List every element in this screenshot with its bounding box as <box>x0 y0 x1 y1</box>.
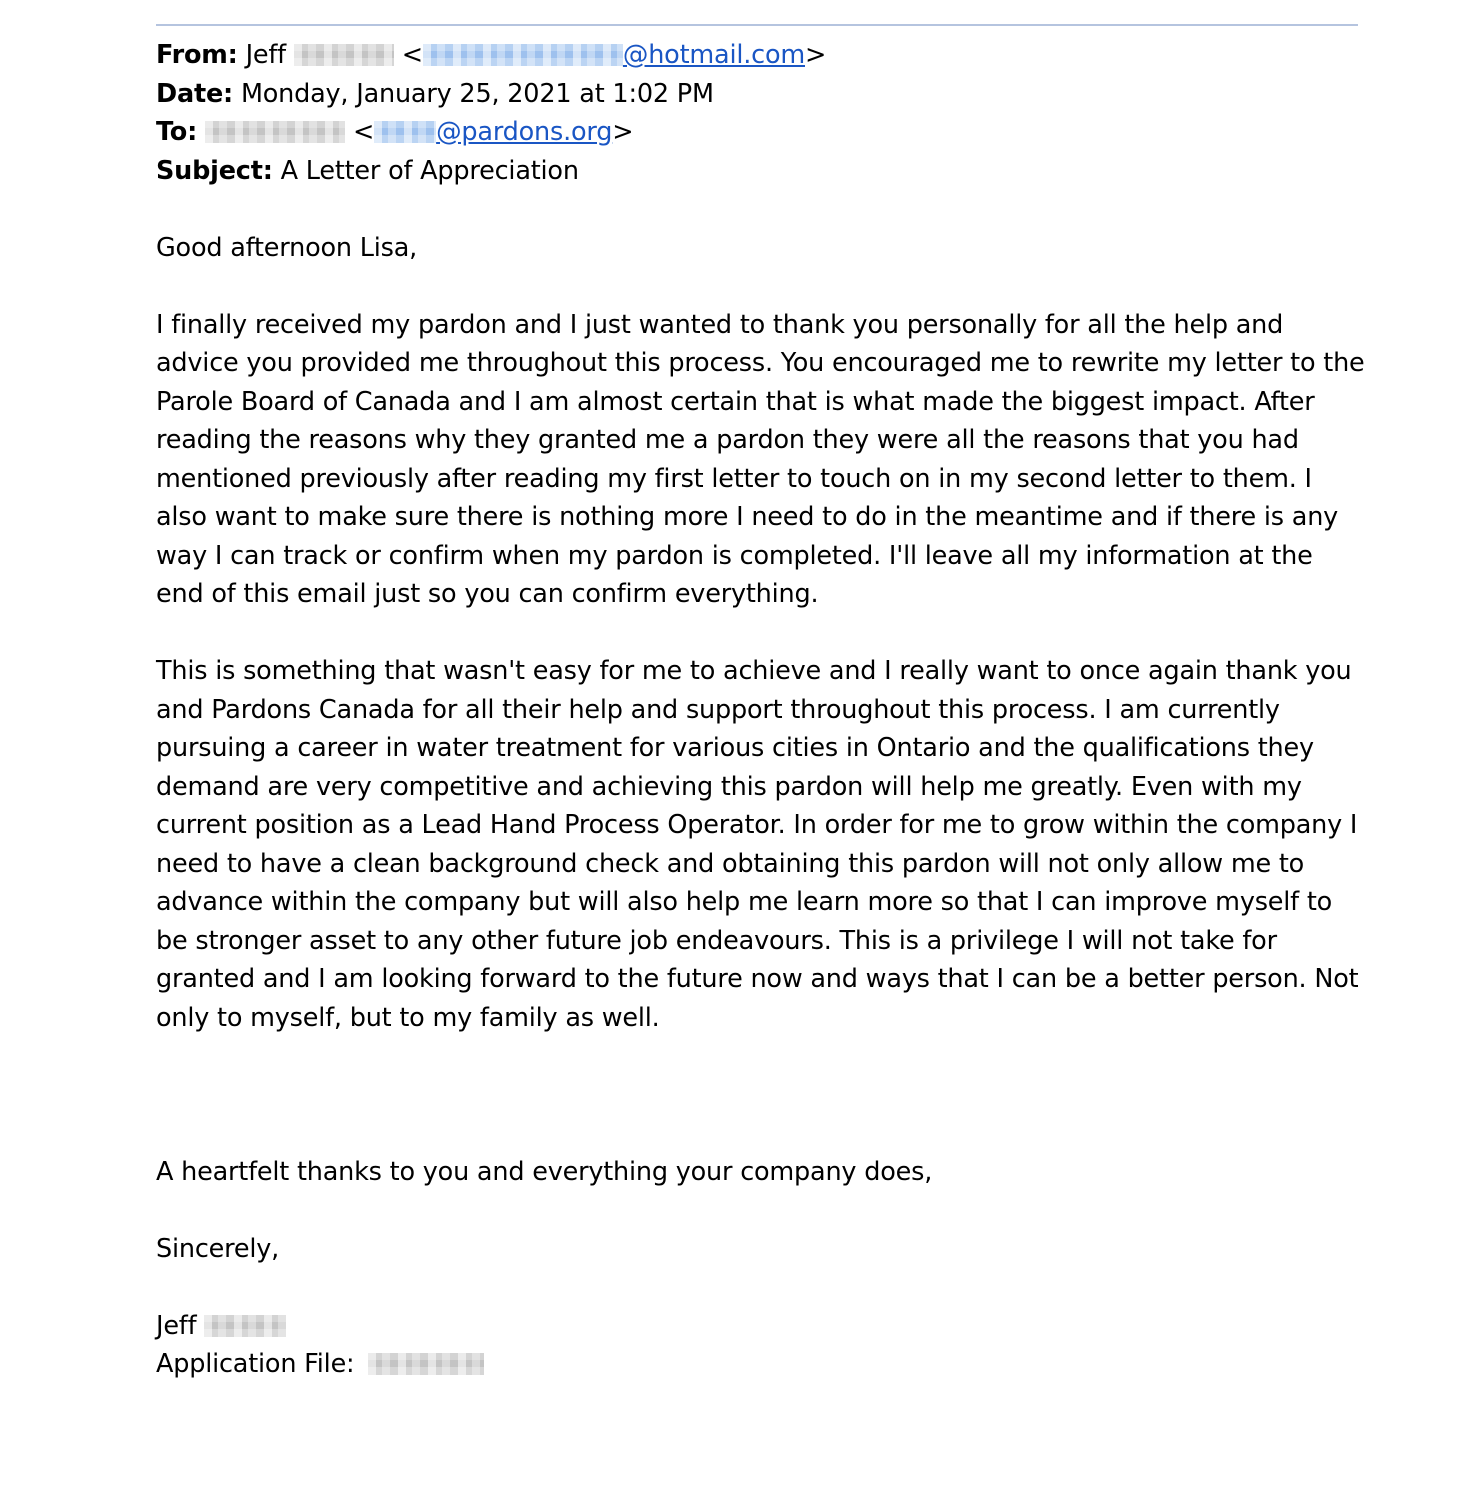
header-divider <box>156 24 1358 26</box>
subject-label: Subject: <box>156 155 273 186</box>
sender-name: Jeff <box>245 40 286 70</box>
to-bracket-open: < <box>352 117 375 147</box>
greeting: Good afternoon Lisa, <box>156 232 418 263</box>
redacted-recipient-email-user <box>374 121 436 143</box>
spacer <box>156 1191 1366 1230</box>
thanks-line: A heartfelt thanks to you and everything your company does, <box>156 1156 933 1187</box>
email-message <box>156 36 1366 1384</box>
sender-email-domain: @hotmail.com <box>622 40 805 70</box>
redacted-signature-surname <box>204 1315 286 1337</box>
subject-line <box>156 152 1366 191</box>
date-label: Date: <box>156 78 234 109</box>
spacer <box>156 190 1366 229</box>
date-value: Monday, January 25, 2021 at 1:02 PM <box>240 78 714 109</box>
redacted-sender-email-user <box>423 44 623 66</box>
from-bracket-close: > <box>805 40 827 70</box>
from-line <box>156 36 1366 75</box>
application-file-line <box>156 1345 1366 1384</box>
application-file-label: Application File: <box>156 1349 355 1379</box>
subject-value: A Letter of Appreciation <box>280 155 579 186</box>
spacer <box>156 267 1366 306</box>
from-label: From: <box>156 40 238 70</box>
to-label: To: <box>156 117 198 147</box>
spacer <box>156 614 1366 653</box>
sender-email-link[interactable] <box>423 40 805 70</box>
redacted-recipient-name <box>205 121 345 143</box>
to-line <box>156 113 1366 152</box>
from-bracket-open: < <box>401 40 423 70</box>
recipient-email-domain: @pardons.org <box>436 117 613 147</box>
signature-first-name: Jeff <box>156 1310 197 1341</box>
date-line <box>156 75 1366 114</box>
spacer <box>156 1268 1366 1307</box>
redacted-application-file-number <box>368 1353 484 1375</box>
spacer <box>156 1037 1366 1153</box>
recipient-email-link[interactable] <box>374 117 612 147</box>
signature-line <box>156 1307 1366 1346</box>
to-bracket-close: > <box>612 117 634 147</box>
closing-line: Sincerely, <box>156 1233 280 1264</box>
body-paragraph-2: This is something that wasn't easy for me to achieve and I really want to once again thank you and Pardons Canada for all their help and support throughout this process. I am currently pursuing a career in water treatment for various cities in Ontario and the qualifications they demand are very competitive and achieving this pardon will help me greatly. Even with my current position as a Lead Hand Process Operator. In order for me to grow within the company I need to have a clean background check and obtaining this pardon will not only allow me to advance within the company but will also help me learn more so that I can improve myself to be stronger asset to any other future job endeavours. This is a privilege I will not take for granted and I am looking forward to the future now and ways that I can be a better person. Not only to myself, but to my family as well. <box>156 656 1359 1033</box>
body-paragraph-1: I finally received my pardon and I just wanted to thank you personally for all the help and advice you provided me throughout this process. You encouraged me to rewrite my letter to the Parole Board of Canada and I am almost certain that is what made the biggest impact. After reading the reasons why they granted me a pardon they were all the reasons that you had mentioned previously after reading my first letter to touch on in my second letter to them. I also want to make sure there is nothing more I need to do in the meantime and if there is any way I can track or confirm when my pardon is completed. I'll leave all my information at the end of this email just so you can confirm everything. <box>156 309 1365 609</box>
redacted-sender-surname <box>294 44 394 66</box>
